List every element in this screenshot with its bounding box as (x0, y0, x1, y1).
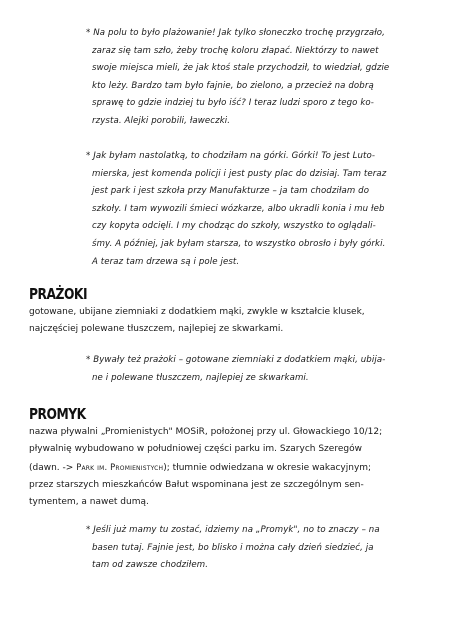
entry-definition (29, 304, 431, 339)
quote-line: ne i polewane tłuszczem, najlepiej ze skwarkami. (92, 372, 309, 383)
definition-line: pływalnię wybudowano w południowej części parku im. Szarych Szeregów (29, 444, 362, 455)
quote-line: * Bywały też prażoki – gotowane ziemniaki z dodatkiem mąki, ubija- (86, 355, 386, 365)
definition-text: (dawn. -> (29, 462, 77, 473)
quote-line: jest park i jest szkoła przy Manufakturze – ja tam chodziłam do (92, 186, 370, 197)
quote-block (86, 522, 426, 575)
quote-line: sprawę to gdzie indziej tu było iść? I teraz ludzi sporo z tego ko- (92, 98, 374, 109)
quote-line: tam od zawsze chodziłem. (92, 560, 209, 571)
quote-block (86, 148, 426, 271)
cross-reference: Park im. Promienistych (76, 461, 164, 472)
quote-line: * Jeśli już mamy tu zostać, idziemy na „Promyk", no to znaczy – na (86, 525, 380, 535)
quote-block (86, 352, 426, 387)
definition-line: tymentem, a nawet dumą. (29, 497, 149, 508)
entry-definition (29, 424, 431, 511)
quote-line: basen tutaj. Fajnie jest, bo blisko i można cały dzień siedzieć, ja (92, 542, 374, 553)
quote-line: mierska, jest komenda policji i jest pusty plac do dzisiaj. Tam teraz (92, 168, 387, 179)
definition-line: najczęściej polewane tłuszczem, najlepiej ze skwarkami. (29, 324, 284, 335)
quote-line: * Na polu to było plażowanie! Jak tylko słoneczko trochę przygrzało, (86, 28, 385, 38)
quote-line: szkoły. I tam wywozili śmieci wózkarze, albo ukradli konia i mu łeb (92, 203, 385, 214)
definition-line: nazwa pływalni „Promienistych" MOSiR, położonej przy ul. Głowackiego 10/12; (29, 427, 383, 437)
quote-line: zaraz się tam szło, żeby trochę koloru złapać. Niektórzy to nawet (92, 45, 379, 56)
quote-line: * Jak byłam nastolatką, to chodziłam na górki. Górki! To jest Luto- (86, 151, 376, 161)
quote-line: swoje miejsca mieli, że jak ktoś stale przychodził, to wiedział, gdzie (92, 63, 390, 74)
definition-line (29, 459, 431, 477)
definition-line: przez starszych mieszkańców Bałut wspominana jest ze szczególnym sen- (29, 479, 364, 490)
quote-line: A teraz tam drzewa są i pole jest. (92, 256, 240, 267)
entry-heading: PROMYK (29, 405, 86, 423)
definition-line: gotowane, ubijane ziemniaki z dodatkiem mąki, zwykle w kształcie klusek, (29, 307, 365, 317)
definition-text: ); tłumnie odwiedzana w okresie wakacyjnym; (163, 462, 372, 473)
quote-line: rzysta. Alejki porobili, ławeczki. (92, 115, 231, 126)
quote-block (86, 25, 426, 131)
quote-line: kto leży. Bardzo tam było fajnie, bo zielono, a przecież na dobrą (92, 80, 374, 91)
quote-line: śmy. A później, jak byłam starsza, to wszystko obrosło i były górki. (92, 238, 386, 249)
quote-line: czy kopyta odcięli. I my chodząc do szkoły, wszystko to oglądali- (92, 221, 376, 232)
entry-heading: PRAŻOKI (29, 285, 88, 303)
